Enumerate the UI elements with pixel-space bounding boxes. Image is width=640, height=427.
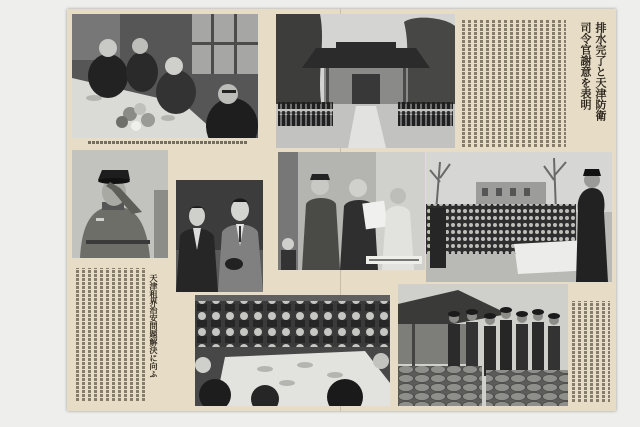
photo-sandbag-position — [398, 284, 568, 406]
photo-ceremony-image — [278, 152, 425, 270]
article-top-right — [458, 14, 612, 150]
article-body-text-lower — [76, 268, 146, 402]
magazine-spread — [67, 9, 616, 411]
headline-line-2: 司令官謝意を表明 — [579, 22, 592, 110]
photo-shrine-image — [276, 14, 455, 148]
article-body-text — [462, 20, 566, 148]
saluting-officer — [72, 150, 168, 258]
photo-banquet-caption — [88, 141, 248, 144]
article-body-text-bottom-right — [572, 301, 610, 403]
photo-banquet — [72, 14, 258, 138]
headline-line-1: 排水完了と天津防衛 — [594, 22, 607, 121]
article-lower-left — [72, 262, 170, 407]
photo-dinner-image — [195, 295, 390, 406]
article-bottom-right — [570, 297, 612, 407]
photo-dinner — [195, 295, 390, 406]
photo-crowd — [426, 152, 612, 282]
photo-two-men-image — [176, 180, 263, 292]
photo-two-men — [176, 180, 263, 292]
photo-shrine — [276, 14, 455, 148]
photo-sandbag-position-image — [398, 284, 568, 406]
photo-crowd-image — [426, 152, 612, 282]
photo-banquet-image — [72, 14, 258, 138]
ceremony-caption — [366, 256, 422, 264]
ceremony-scene — [278, 152, 425, 270]
photo-saluting-officer — [72, 150, 168, 258]
headline-lower-left: 天津租界治安問題解決に向ふ — [149, 274, 159, 378]
photo-saluting-officer-image — [72, 150, 168, 258]
photo-ceremony — [278, 152, 425, 270]
two-men — [176, 180, 263, 292]
